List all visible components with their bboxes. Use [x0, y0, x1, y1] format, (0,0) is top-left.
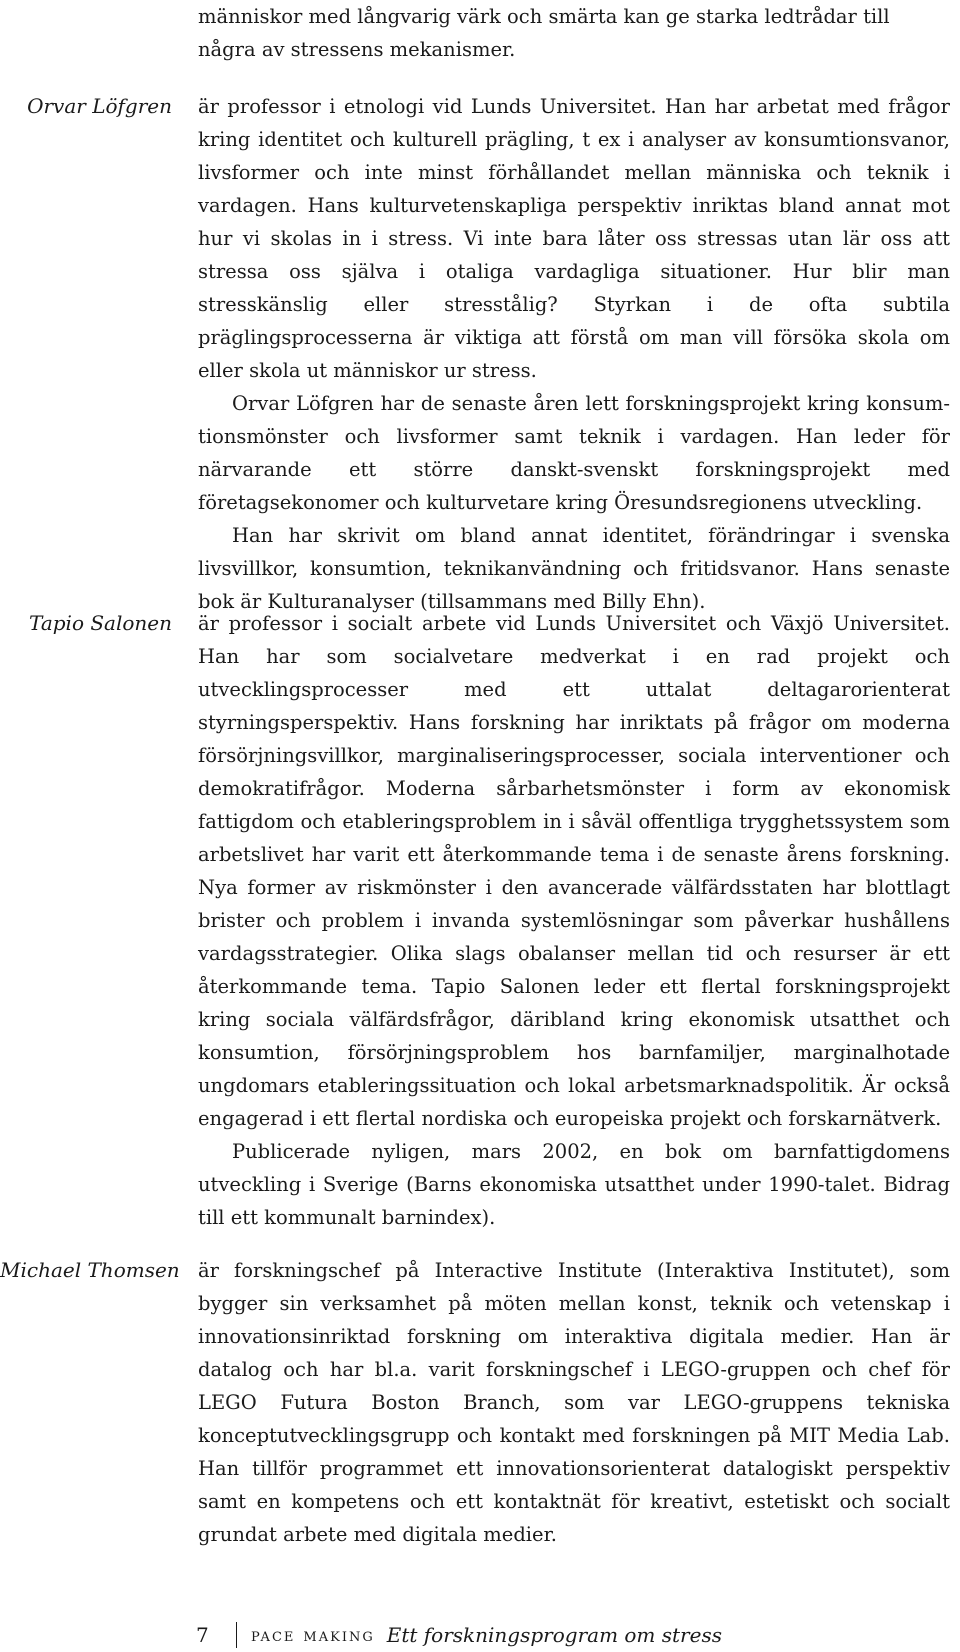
bio-paragraph: är professor i etnologi vid Lunds Universitet. Han har arbetat med frågor kring identitet och kulturell prägling, t ex i analyser av konsumtionsvanor, livsformer och inte minst förhållandet mellan människa och teknik i vardagen. Hans kulturvetenskapliga perspektiv inriktas bland annat mot hur vi skolas in i stress. Vi inte bara låter oss stressas utan lär oss att stressa oss själva i otaliga vardagliga situationer. Hur blir man stresskänslig eller stresstålig? Styrkan i de ofta subtila präglingsprocesserna är viktiga att förstå om man vill försöka skola om eller skola ut människor ur stress. — [198, 95, 950, 382]
person-name: Tapio Salonen — [29, 611, 172, 635]
person-name: Michael Thomsen — [0, 1258, 180, 1282]
person-bio — [198, 90, 950, 618]
person-bio — [198, 1254, 950, 1551]
bio-paragraph: Han har skrivit om bland annat identitet, förändringar i svenska livsvillkor, konsumtion, teknikanvändning och fritidsvanor. Hans senaste bok är Kulturanalyser (tillsammans med Billy Ehn). — [198, 524, 950, 613]
series-subtitle: Ett forskningsprogram om stress — [386, 1623, 722, 1647]
bio-paragraph: Publicerade nyligen, mars 2002, en bok om barnfattigdomens utveckling i Sverige (Barns ekonomiska utsatthet under 1990-talet. Bidrag till ett kommunalt barnindex). — [198, 1140, 950, 1229]
series-title: pace making — [251, 1624, 375, 1646]
person-bio — [198, 607, 950, 1234]
page-footer — [196, 1620, 722, 1650]
intro-text — [198, 0, 950, 66]
intro-paragraph: människor med långvarig värk och smärta kan ge starka ledtrådar till några av stressens mekanismer. — [198, 5, 890, 61]
bio-paragraph: Orvar Löfgren har de senaste åren lett forskningsprojekt kring konsumtionsmönster och livsformer samt teknik i vardagen. Han leder för närvarande ett större danskt-svenskt forskningsprojekt med företagsekonomer och kulturvetare kring Öresundsregionens utveckling. — [198, 392, 950, 514]
bio-paragraph: är professor i socialt arbete vid Lunds Universitet och Växjö Universitet. Han har som socialvetare medverkat i en rad projekt och utvecklingsprocesser med ett uttalat deltagarorienterat styrningsperspektiv. Hans forskning har inriktats på frågor om moderna försörjningsvillkor, marginaliseringsprocesser, sociala interventioner och demokratifrågor. Moderna sårbarhetsmönster i form av ekonomisk fattigdom och etableringsproblem in i såväl offentliga trygghetssystem som arbetslivet har varit ett återkommande tema i de senaste årens forskning. Nya former av riskmönster i den avancerade välfärdsstaten har blottlagt brister och problem i invanda systemlösningar som påverkar hushållens vardagsstrategier. Olika slags obalanser mellan tid och resurser är ett återkommande tema. Tapio Salonen leder ett flertal forskningsprojekt kring sociala välfärdsfrågor, däribland kring ekonomisk utsatthet och konsumtion, försörjningsproblem hos barnfamiljer, marginalhotade ungdomars etableringssituation och lokal arbetsmarknadspolitik. Är också engagerad i ett flertal nordiska och europeiska projekt och forskarnätverk. — [198, 612, 950, 1130]
person-name: Orvar Löfgren — [27, 94, 172, 118]
footer-divider — [236, 1622, 237, 1648]
page-number: 7 — [196, 1623, 209, 1647]
bio-paragraph: är forskningschef på Interactive Institute (Interaktiva Institutet), som bygger sin verksamhet på möten mellan konst, teknik och vetenskap i innovationsinriktad forskning om interaktiva digitala medier. Han är datalog och har bl.a. varit forskningschef i LEGO-gruppen och chef för LEGO Futura Boston Branch, som var LEGO-gruppens tekniska konceptutvecklingsgrupp och kontakt med forskningen på MIT Media Lab. Han tillför programmet ett innovationsorienterat datalogiskt perspektiv samt en kompetens och ett kontaktnät för kreativt, estetiskt och socialt grundat arbete med digitala medier. — [198, 1259, 950, 1546]
